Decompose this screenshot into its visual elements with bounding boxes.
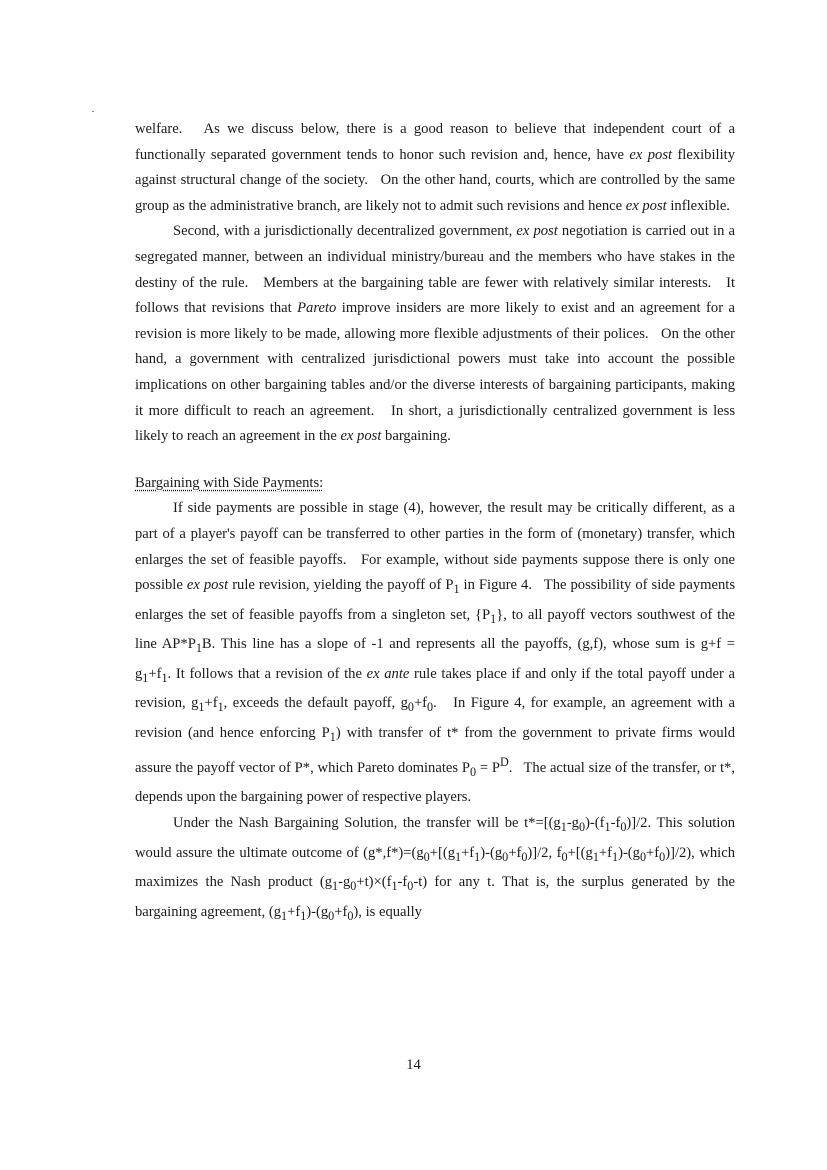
margin-mark (92, 111, 94, 112)
paragraph-side-payments: If side payments are possible in stage (4), however, the result may be critically different, as a part of a player's payoff can be transferred to other parties in the form of (monetary) transfer, which enlarges the set of feasible payoffs. For example, without side payments suppose there is only one possible ex post rule revision, yielding the payoff of $P_1$ in Figure 4. The possibility of side payments enlarges the set of feasible payoffs from a singleton set, $\{P_1\}$, to all payoff vectors southwest of the line $AP*P_1B$. This line has a slope of -1 and represents all the payoffs, (g,f), whose sum is $g+f = g_1+f_1$. It follows that a revision of the ex ante rule takes place if and only if the total payoff under a revision, $g_1+f_1$, exceeds the default payoff, $g_0+f_0$. In Figure 4, for example, an agreement with a revision (and hence enforcing $P_1$) with transfer of t* from the government to private firms would assure the payoff vector of P*, which Pareto dominates $P_0 = P^D$. The actual size of the transfer, or t*, depends upon the bargaining power of respective players. (135, 500, 736, 806)
page-body (135, 117, 735, 929)
paragraph-welfare: welfare. As we discuss below, there is a good reason to believe that independent court of a functionally separated government tends to honor such revision and, hence, have ex post flexibility against structural change of the society. On the other hand, courts, which are controlled by the same group as the administrative branch, are likely not to admit such revisions and hence ex post inflexible. (135, 121, 735, 214)
paragraph-nash: Under the Nash Bargaining Solution, the transfer will be $t*=[(g_1-g_0)-(f_1-f_0)]/2$. This solution would assure the ultimate outcome of $(g*,f*)=(g_0+[(g_1+f_1)-(g_0+f_0)]/2$, $f_0+[(g_1+f_1)-(g_0+f_0)]/2$), which maximizes the Nash product $(g_1-g_0+t)\times(f_1-f_0-t)$ for any t. That is, the surplus generated by the bargaining agreement, $(g_1+f_1)-(g_0+f_0)$, is equally (135, 815, 736, 923)
paragraph-second: Second, with a jurisdictionally decentralized government, ex post negotiation is carried out in a segregated manner, between an individual ministry/bureau and the members who have stakes in the destiny of the rule. Members at the bargaining table are fewer with relatively similar interests. It follows that revisions that Pareto improve insiders are more likely to exist and an agreement for a revision is more likely to be made, allowing more flexible adjustments of their polices. On the other hand, a government with centralized jurisdictional powers must take into account the possible implications on other bargaining tables and/or the diverse interests of bargaining participants, making it more difficult to reach an agreement. In short, a jurisdictionally centralized government is less likely to reach an agreement in the ex post bargaining. (135, 223, 736, 445)
page-number: 14 (406, 1057, 421, 1073)
section-heading: Bargaining with Side Payments: (135, 474, 324, 491)
